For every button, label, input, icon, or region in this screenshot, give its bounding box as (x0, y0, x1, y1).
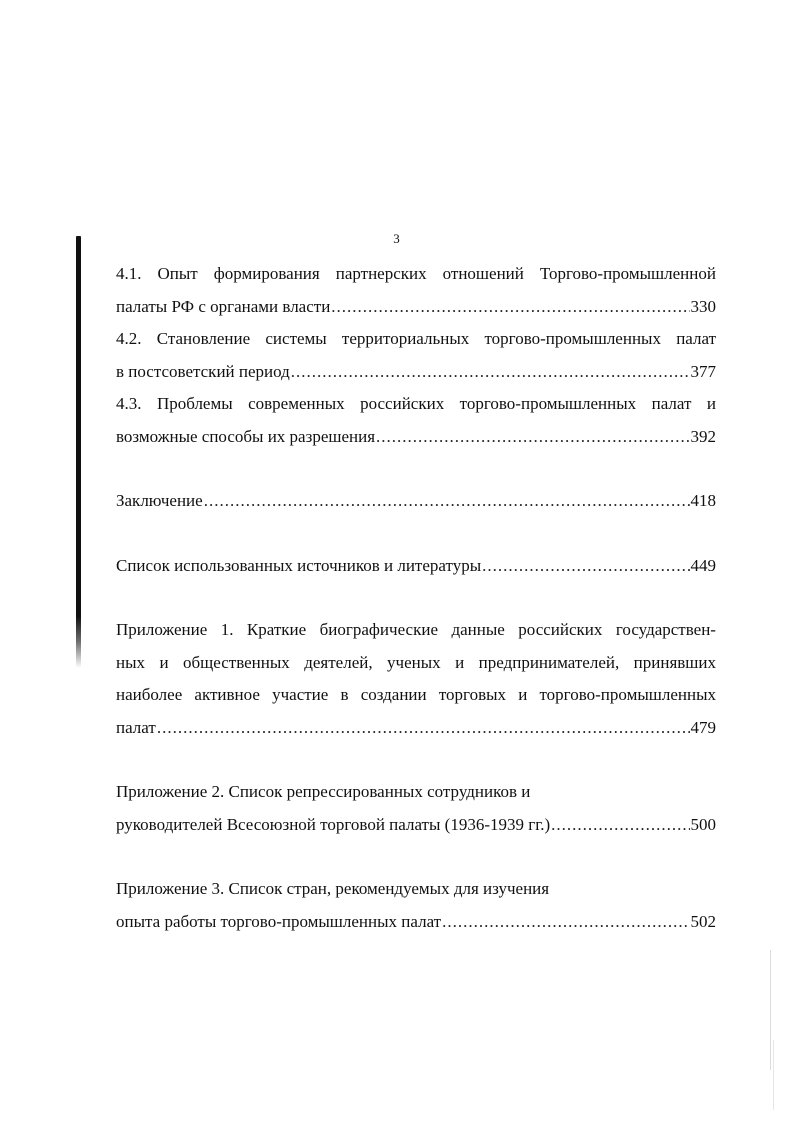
toc-word: биографические (319, 620, 438, 639)
toc-entry-title: опыта работы торгово-промышленных палат (116, 911, 442, 931)
toc-line-last (116, 291, 716, 324)
toc-word: Проблемы (156, 394, 233, 413)
toc-entry-title: Приложение 3. Список стран, рекомендуемых для изучения (116, 879, 550, 898)
toc-word: торговых (438, 685, 507, 704)
toc-word: в (340, 685, 349, 704)
toc-word: торгово-промышленных (459, 394, 637, 413)
page-number: 3 (393, 231, 400, 246)
scan-speck (773, 1040, 774, 1110)
toc-line (116, 258, 716, 291)
toc-word: формирования (213, 264, 320, 283)
toc-entry-title: в постсоветский период (116, 361, 290, 381)
toc-line (116, 776, 716, 809)
toc-line-last (116, 421, 716, 454)
dot-leader (551, 809, 689, 842)
toc-line-last (116, 485, 716, 518)
toc-entry-title: Заключение (116, 491, 203, 510)
toc-word: Опыт (157, 264, 198, 283)
toc-line (116, 614, 716, 647)
toc-entry-title: возможные способы их разрешения (116, 426, 376, 446)
toc-word: ных (116, 652, 146, 672)
toc-page-number: 500 (690, 814, 716, 834)
toc-line (116, 647, 716, 680)
toc-entry-conclusion (116, 485, 716, 518)
dot-leader (376, 421, 689, 454)
toc-word: 4.3. (116, 394, 142, 413)
toc-line-last (116, 550, 716, 583)
toc-word: палат (651, 394, 692, 413)
toc-word: активное (194, 685, 260, 704)
toc-entry-appendix-2 (116, 776, 716, 841)
toc-word: государствен- (615, 620, 716, 639)
toc-page-number: 377 (690, 361, 716, 381)
toc-word: палат (676, 329, 716, 348)
toc-line-last (116, 906, 716, 939)
scan-speck (770, 950, 771, 1070)
toc-word: деятелей, (304, 652, 373, 672)
toc-entry-title: палаты РФ с органами власти (116, 296, 331, 316)
dot-leader (291, 356, 690, 389)
toc-page-number: 479 (690, 717, 716, 737)
toc-word: Краткие (246, 620, 307, 639)
toc-word: 1. (220, 620, 234, 639)
toc-word: ученых (387, 652, 441, 672)
toc-word: партнерских (335, 264, 427, 283)
toc-page-number: 418 (690, 491, 716, 510)
toc-page-number: 502 (690, 911, 716, 931)
toc-word: общественных (183, 652, 290, 672)
dot-leader (442, 906, 689, 939)
toc-line-last (116, 356, 716, 389)
toc-page-number: 392 (690, 426, 716, 446)
toc-line-last (116, 809, 716, 842)
toc-word: российских (518, 620, 603, 639)
toc-line-last (116, 712, 716, 745)
toc-entry-appendix-1 (116, 614, 716, 744)
toc-word: торгово-промышленных (484, 329, 661, 348)
toc-word: российских (360, 394, 445, 413)
toc-entry-title: палат (116, 717, 156, 737)
toc-word: Становление (156, 329, 251, 348)
dot-leader (331, 291, 689, 324)
toc-word: современных (248, 394, 345, 413)
toc-line (116, 679, 716, 712)
toc-word: данные (451, 620, 505, 639)
table-of-contents (116, 258, 716, 938)
toc-word: принявших (633, 652, 716, 672)
toc-entry-appendix-3 (116, 873, 716, 938)
toc-line (116, 873, 716, 906)
toc-word: участие (272, 685, 329, 704)
toc-entry-4-2 (116, 323, 716, 388)
toc-word: и (455, 652, 465, 672)
toc-word: создании (360, 685, 427, 704)
toc-entry-title: Список использованных источников и литературы (116, 555, 482, 575)
toc-word: системы (265, 329, 327, 348)
toc-page-number: 449 (690, 555, 716, 575)
toc-word: торгово-промышленных (539, 685, 716, 704)
toc-word: Торгово-промышленной (539, 264, 716, 283)
toc-word: наиболее (116, 685, 183, 704)
toc-word: 4.1. (116, 264, 142, 283)
toc-line (116, 323, 716, 356)
toc-word: и (159, 652, 169, 672)
toc-entry-title: руководителей Всесоюзной торговой палаты (1936-1939 гг.) (116, 814, 551, 834)
toc-entry-4-3 (116, 388, 716, 453)
toc-entry-bibliography (116, 550, 716, 583)
toc-word: отношений (442, 264, 524, 283)
scan-margin-bar (76, 236, 81, 668)
toc-entry-4-1 (116, 258, 716, 323)
toc-word: 4.2. (116, 329, 142, 348)
toc-word: территориальных (341, 329, 470, 348)
toc-line (116, 388, 716, 421)
toc-entry-title: Приложение 2. Список репрессированных сотрудников и (116, 782, 531, 801)
dot-leader (204, 485, 690, 518)
dot-leader (157, 712, 690, 745)
toc-word: и (518, 685, 528, 704)
dot-leader (482, 550, 689, 583)
toc-page-number: 330 (690, 296, 716, 316)
toc-word: и (706, 394, 716, 413)
toc-word: предпринимателей, (478, 652, 620, 672)
toc-word: Приложение (116, 620, 208, 639)
